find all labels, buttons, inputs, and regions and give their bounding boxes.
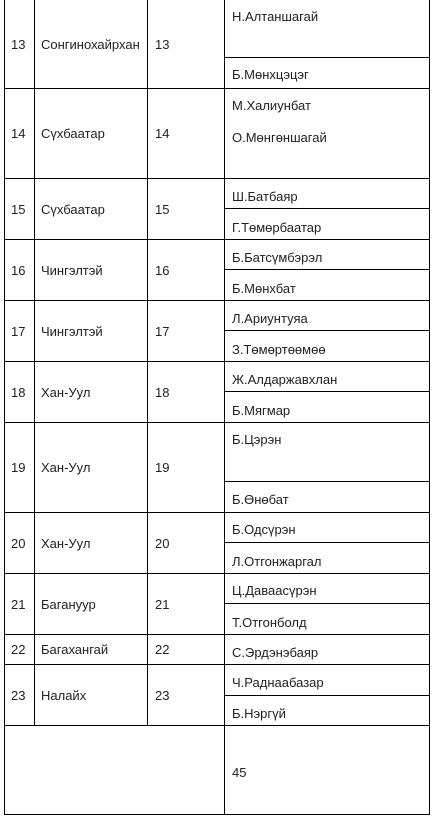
row-number: 20 [11,536,26,551]
member-name: Б.Мөнхцэцэг [232,67,309,82]
district-name: Багануур [41,597,96,612]
column-border [34,0,35,726]
member-name: Б.Өнөбат [232,492,289,507]
members-table [4,0,429,814]
khoroo-number: 20 [155,536,170,551]
row-number: 16 [11,263,26,278]
member-split-border [224,481,430,482]
column-border [4,0,5,815]
khoroo-number: 21 [155,597,170,612]
column-border [147,0,148,726]
member-name: Б.Мөнхбат [232,281,296,296]
member-split-border [224,330,430,331]
khoroo-number: 13 [155,37,170,52]
row-border [4,634,430,635]
district-name: Сонгинохайрхан [41,37,140,52]
khoroo-number: 17 [155,324,170,339]
row-border [4,300,430,301]
row-border [4,239,430,240]
district-name: Хан-Уул [41,460,91,475]
row-border [4,664,430,665]
row-number: 23 [11,688,26,703]
khoroo-number: 22 [155,642,170,657]
khoroo-number: 18 [155,385,170,400]
district-name: Чингэлтэй [41,263,103,278]
district-name: Сүхбаатар [41,202,105,217]
district-name: Багахангай [41,642,109,657]
member-name: Б.Нэргүй [232,706,286,721]
member-split-border [224,208,430,209]
member-name: М.Халиунбат [232,98,311,113]
member-split-border [224,391,430,392]
member-name: Б.Мягмар [232,403,291,418]
member-name: Л.Ариунтуяа [232,311,308,326]
row-number: 15 [11,202,26,217]
district-name: Налайх [41,688,87,703]
member-name: Ч.Раднаабазар [232,675,324,690]
member-name: Б.Батсүмбэрэл [232,250,323,265]
row-number: 19 [11,460,26,475]
member-name: Ц.Даваасүрэн [232,583,317,598]
district-name: Хан-Уул [41,536,91,551]
row-border [4,725,430,726]
member-split-border [224,269,430,270]
row-number: 17 [11,324,26,339]
member-split-border [224,695,430,696]
column-border [224,0,225,815]
row-number: 13 [11,37,26,52]
row-border [4,573,430,574]
row-border [4,422,430,423]
member-name: Л.Отгонжаргал [232,554,322,569]
member-name: Ж.Алдаржавхлан [232,372,338,387]
member-split-border [224,542,430,543]
row-border [4,88,430,89]
member-name: Ш.Батбаяр [232,189,298,204]
column-border [429,0,430,815]
member-name: З.Төмөртөөмөө [232,342,326,357]
member-name: О.Мөнгөншагай [232,130,327,145]
khoroo-number: 16 [155,263,170,278]
member-name: Б.Одсүрэн [232,522,296,537]
member-name: С.Эрдэнэбаяр [232,645,319,660]
khoroo-number: 15 [155,202,170,217]
khoroo-number: 19 [155,460,170,475]
district-name: Сүхбаатар [41,126,105,141]
table-bottom-border [4,814,430,815]
row-number: 22 [11,642,26,657]
row-border [4,361,430,362]
khoroo-number: 14 [155,126,170,141]
row-border [4,178,430,179]
member-split-border [224,603,430,604]
member-name: Н.Алтаншагай [232,9,319,24]
member-name: Г.Төмөрбаатар [232,220,322,235]
row-number: 18 [11,385,26,400]
khoroo-number: 23 [155,688,170,703]
row-number: 14 [11,126,26,141]
member-name: Т.Отгонболд [232,615,307,630]
district-name: Чингэлтэй [41,324,103,339]
total-count: 45 [232,765,247,780]
row-border [4,512,430,513]
member-split-border [224,57,430,58]
district-name: Хан-Уул [41,385,91,400]
member-name: Б.Цэрэн [232,432,282,447]
row-number: 21 [11,597,26,612]
